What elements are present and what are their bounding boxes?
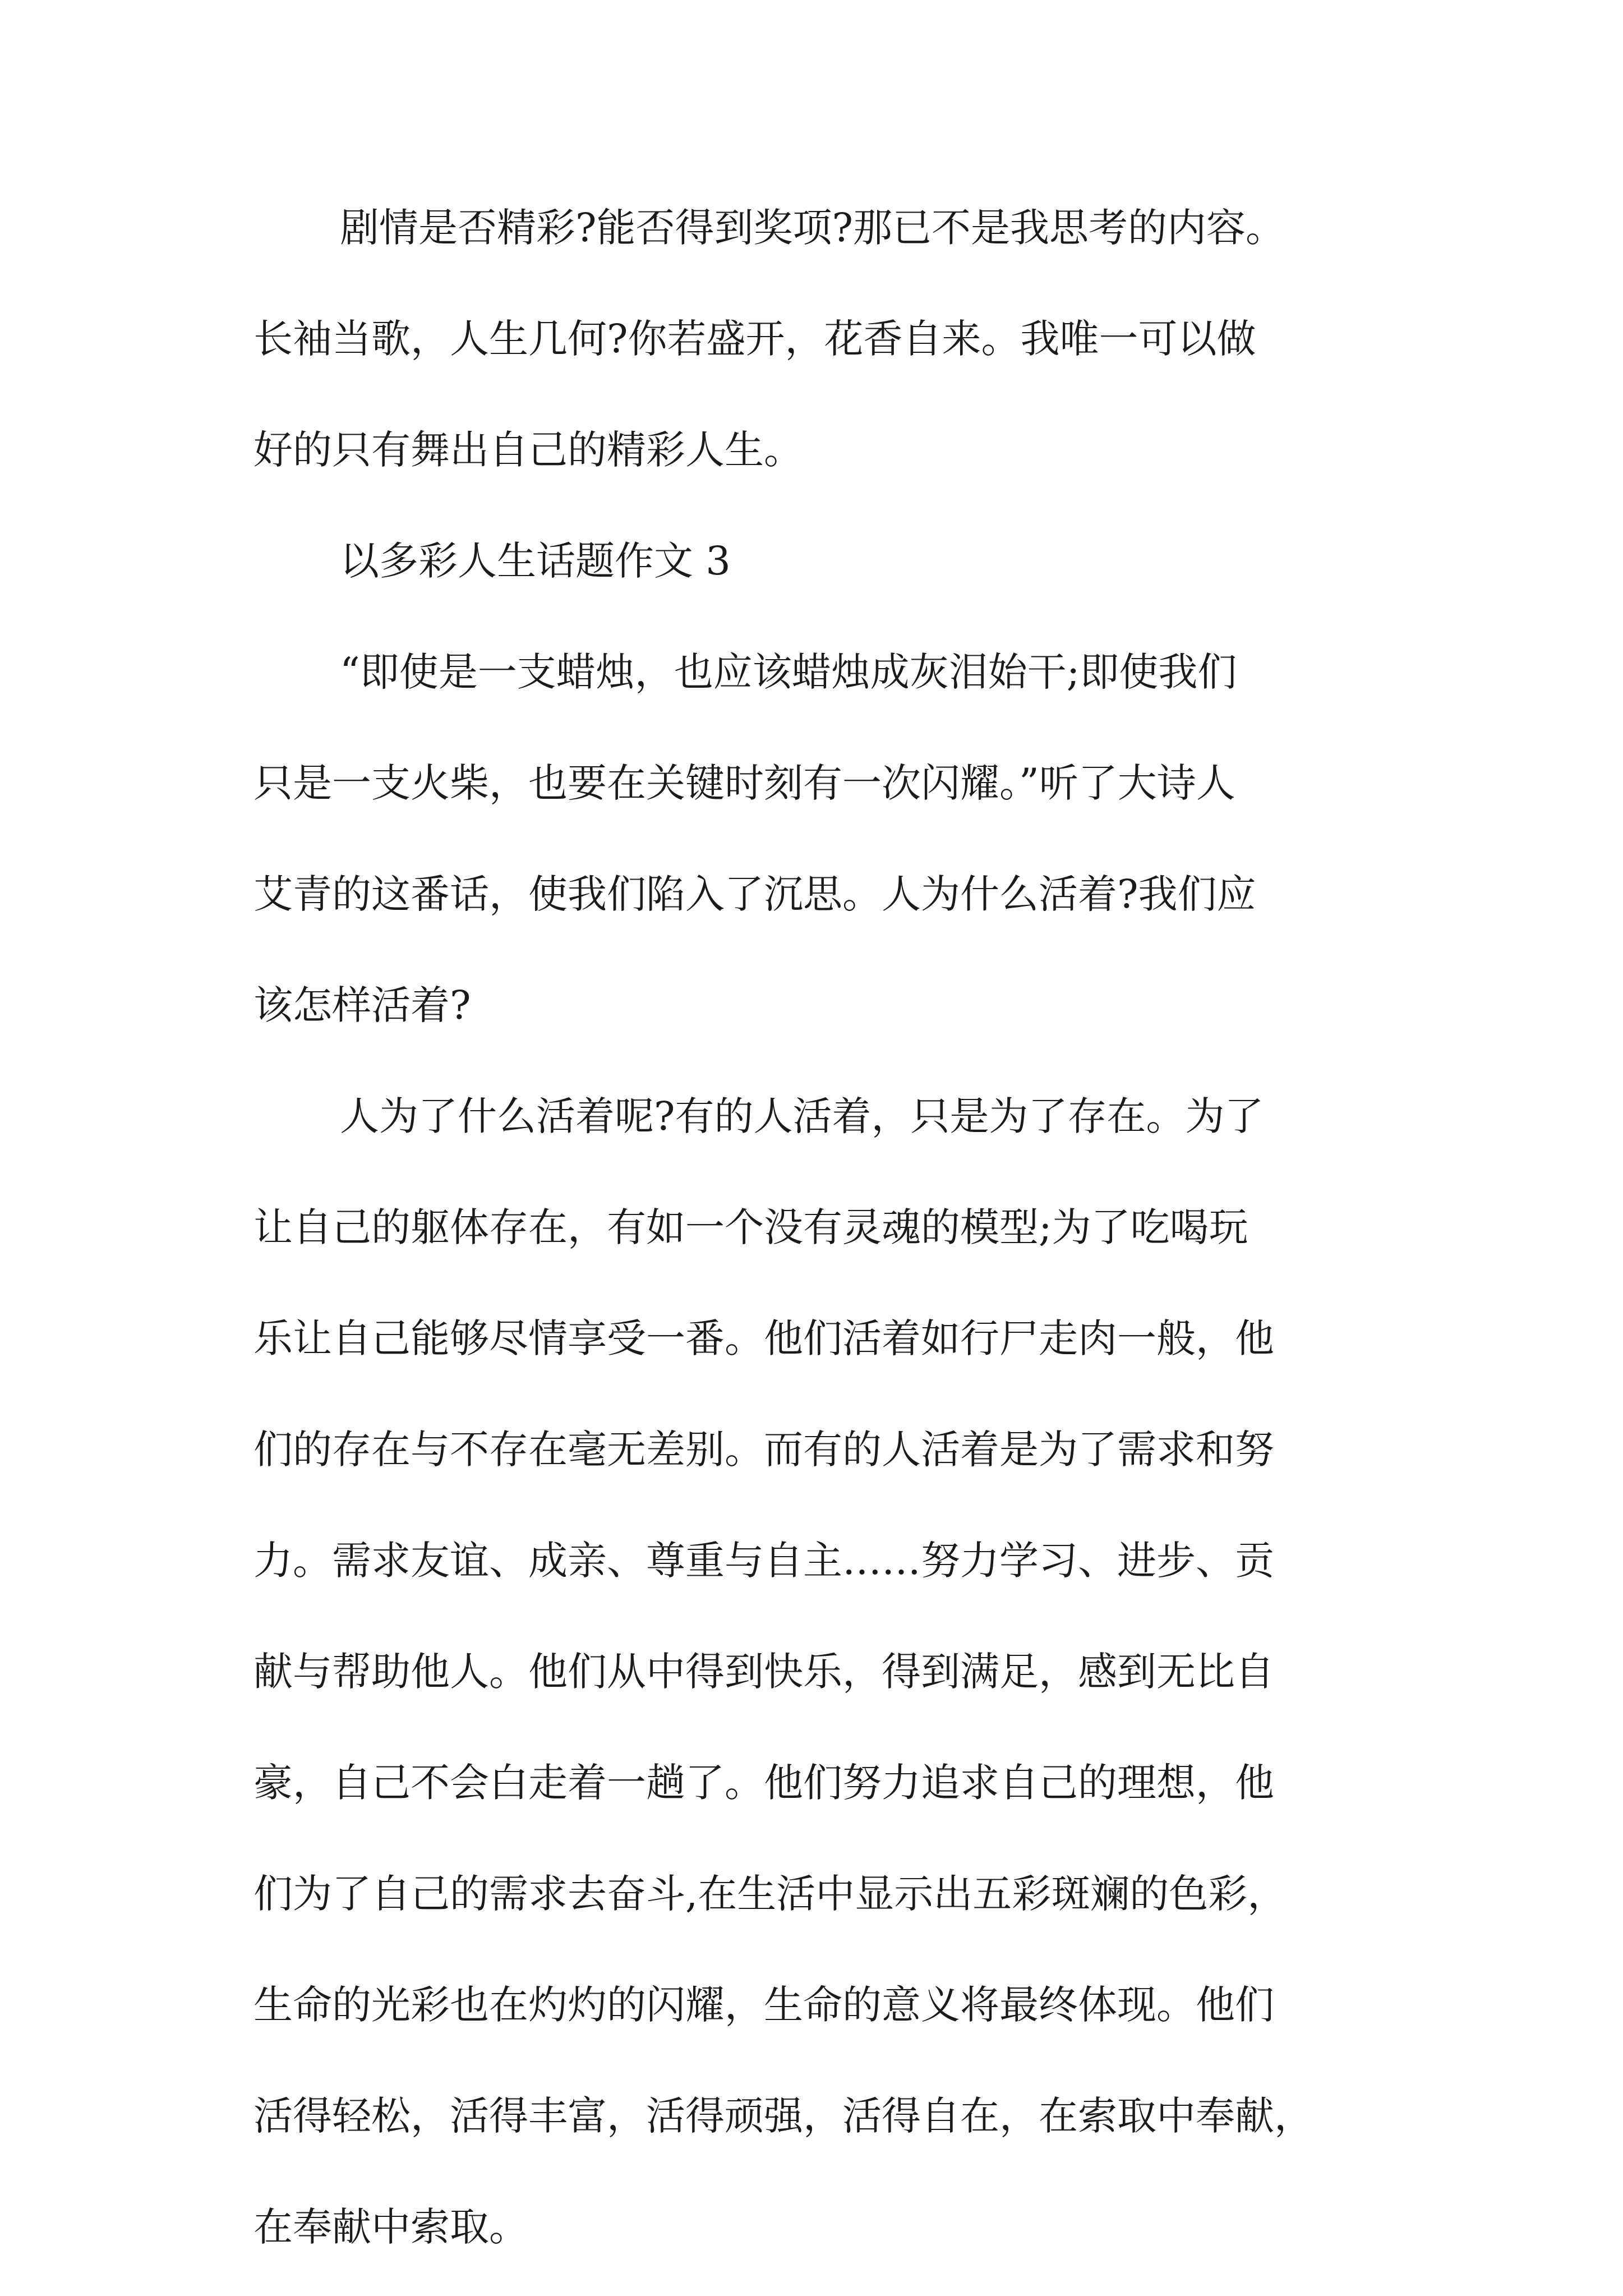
text-line: 乐让自己能够尽情享受一番。他们活着如行尸走肉一般，他 bbox=[253, 1315, 1274, 1361]
text-line: 人为了什么活着呢?有的人活着，只是为了存在。为了 bbox=[340, 1093, 1264, 1139]
text-line: 只是一支火柴，也要在关键时刻有一次闪耀。”听了大诗人 bbox=[253, 760, 1235, 806]
section-heading: 以多彩人生话题作文 3 bbox=[340, 538, 731, 584]
text-line: 豪，自己不会白走着一趟了。他们努力追求自己的理想，他 bbox=[253, 1760, 1274, 1806]
text-line: 剧情是否精彩?能否得到奖项?那已不是我思考的内容。 bbox=[340, 205, 1285, 251]
text-line: 献与帮助他人。他们从中得到快乐，得到满足，感到无比自 bbox=[253, 1649, 1274, 1695]
text-line: 们为了自己的需求去奋斗,在生活中显示出五彩斑斓的色彩， bbox=[253, 1871, 1287, 1917]
text-line: 让自己的躯体存在，有如一个没有灵魂的模型;为了吃喝玩 bbox=[253, 1204, 1248, 1250]
text-line: 们的存在与不存在毫无差别。而有的人活着是为了需求和努 bbox=[253, 1427, 1274, 1473]
text-line: 活得轻松，活得丰富，活得顽强，活得自在，在索取中奉献， bbox=[253, 2093, 1313, 2139]
text-line: 该怎样活着? bbox=[253, 982, 471, 1028]
text-line: “即使是一支蜡烛，也应该蜡烛成灰泪始干;即使我们 bbox=[340, 649, 1237, 695]
text-line: 艾青的这番话，使我们陷入了沉思。人为什么活着?我们应 bbox=[253, 871, 1256, 917]
text-line: 力。需求友谊、成亲、尊重与自主……努力学习、进步、贡 bbox=[253, 1538, 1274, 1584]
text-line: 生命的光彩也在灼灼的闪耀，生命的意义将最终体现。他们 bbox=[253, 1982, 1274, 2028]
text-line: 在奉献中索取。 bbox=[253, 2204, 528, 2250]
text-line: 长袖当歌，人生几何?你若盛开，花香自来。我唯一可以做 bbox=[253, 316, 1256, 362]
text-line: 好的只有舞出自己的精彩人生。 bbox=[253, 427, 803, 473]
